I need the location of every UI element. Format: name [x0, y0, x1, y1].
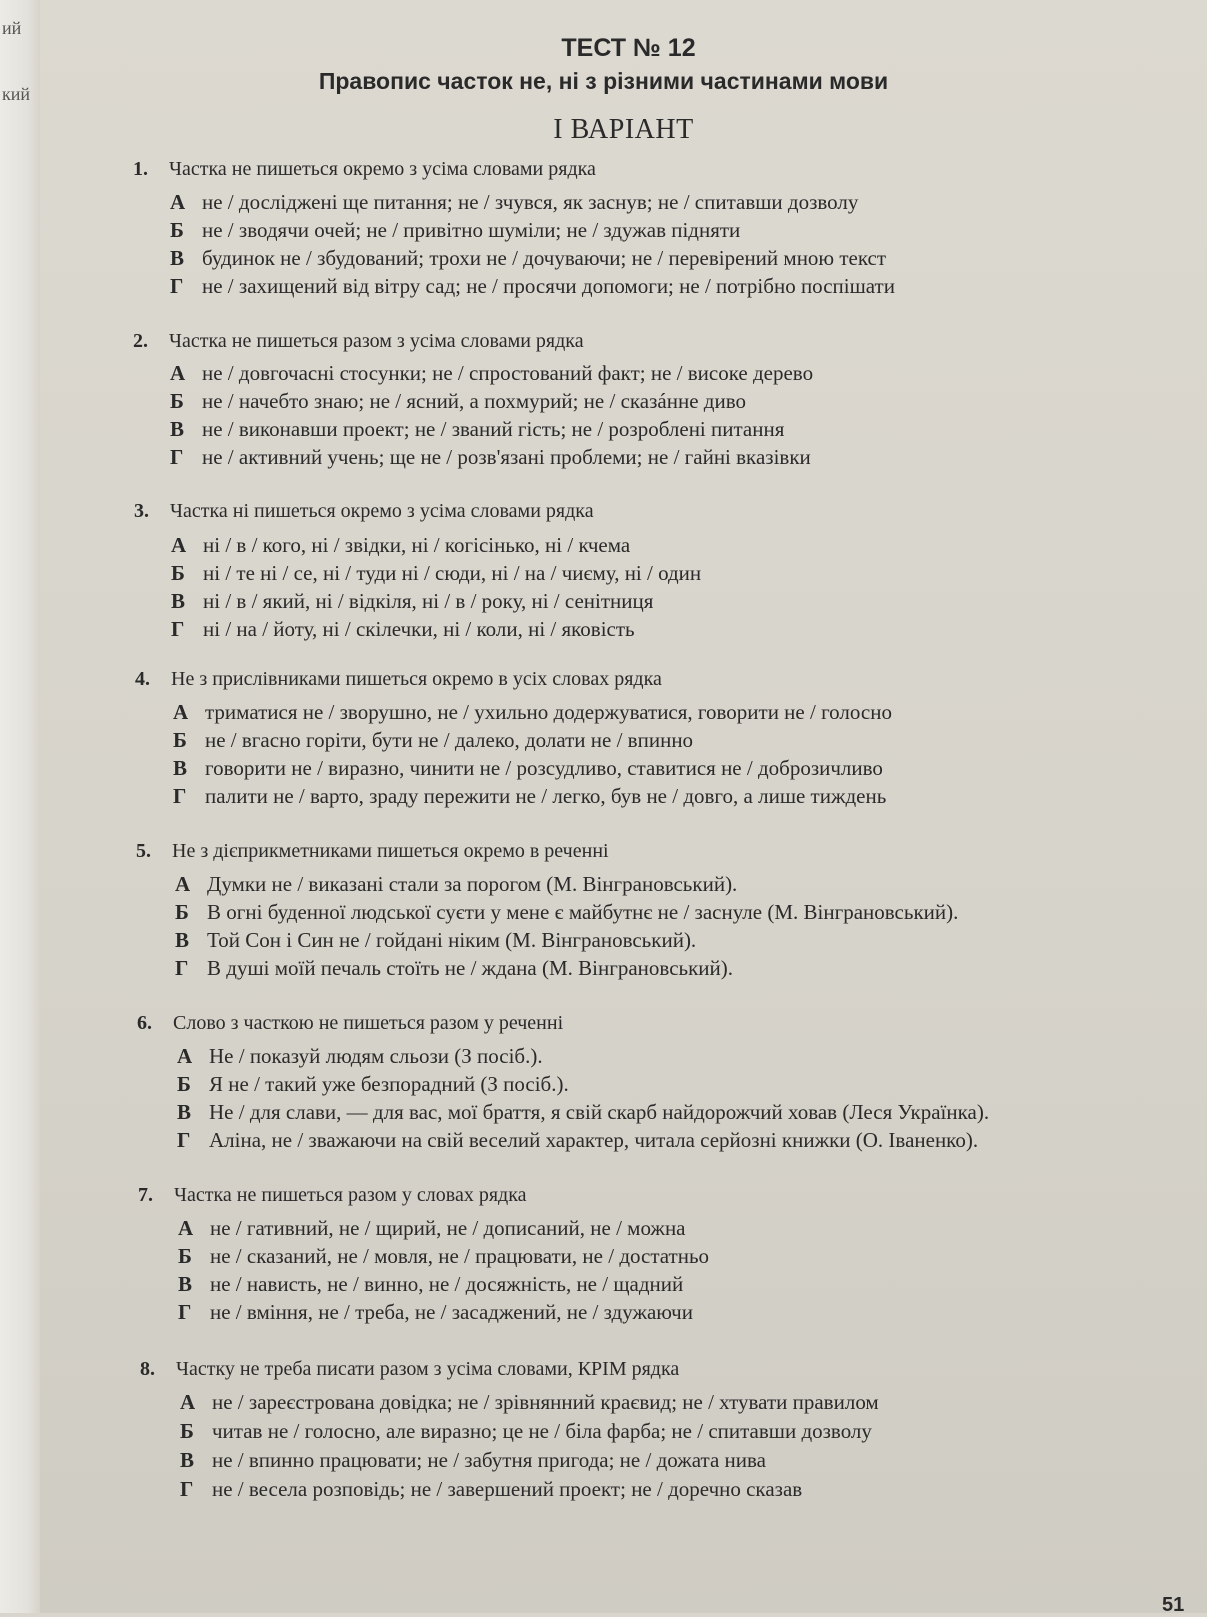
option-letter: Г	[171, 617, 185, 641]
answer-option[interactable]	[178, 1244, 709, 1269]
answer-option[interactable]	[180, 1477, 802, 1502]
question-text: Частка не пишеться разом у словах рядка	[174, 1184, 527, 1206]
question-stem	[135, 668, 662, 691]
option-text: не / вміння, не / треба, не / засаджений, не / здужаючи	[210, 1300, 693, 1324]
question-number: 8.	[140, 1358, 155, 1380]
test-title: ТЕСТ № 12	[561, 34, 696, 62]
answer-option[interactable]	[170, 218, 740, 243]
option-text: не / довгочасні стосунки; не / спростований факт; не / високе дерево	[202, 361, 814, 385]
edge-fragment: ий	[2, 18, 22, 38]
question-text: Не з дієприкметниками пишеться окремо в реченні	[172, 840, 609, 862]
answer-option[interactable]	[173, 756, 883, 781]
option-letter: В	[175, 928, 190, 952]
option-text: не / нависть, не / винно, не / досяжність, не / щадний	[210, 1272, 684, 1296]
option-text: ні / в / кого, ні / звідки, ні / когісінько, ні / кчема	[203, 533, 631, 557]
answer-option[interactable]	[170, 445, 811, 470]
question-number: 3.	[134, 500, 149, 522]
option-text: говорити не / виразно, чинити не / розсудливо, ставитися не / доброзичливо	[205, 756, 883, 780]
question-number: 4.	[135, 668, 150, 690]
answer-option[interactable]	[171, 589, 653, 614]
option-text: не / виконавши проект; не / званий гість; не / розроблені питання	[202, 417, 785, 441]
answer-option[interactable]	[171, 617, 635, 642]
option-text: триматися не / зворушно, не / ухильно додержуватися, говорити не / голосно	[205, 700, 892, 724]
option-letter: Б	[170, 389, 184, 413]
option-letter: В	[180, 1448, 195, 1472]
option-text: В огні буденної людської суєти у мене є майбутнє не / заснуле (М. Вінграновський).	[207, 900, 959, 924]
option-letter: А	[180, 1390, 196, 1414]
question-text: Слово з часткою не пишеться разом у реченні	[173, 1012, 564, 1034]
option-letter: В	[177, 1100, 192, 1124]
option-letter: А	[173, 700, 189, 724]
answer-option[interactable]	[171, 533, 630, 558]
answer-option[interactable]	[177, 1128, 978, 1153]
question-text: Частка ні пишеться окремо з усіма словами рядка	[170, 500, 594, 522]
question-stem	[134, 500, 594, 523]
option-text: не / начебто знаю; не / ясний, а похмурий; не / сказáнне диво	[202, 389, 746, 413]
answer-option[interactable]	[171, 561, 701, 586]
question-text: Частка не пишеться окремо з усіма словами рядка	[169, 158, 596, 180]
option-text: Я не / такий уже безпорадний (З посіб.).	[209, 1072, 569, 1096]
answer-option[interactable]	[177, 1072, 569, 1097]
answer-option[interactable]	[170, 274, 895, 299]
question-stem	[140, 1358, 679, 1381]
answer-option[interactable]	[178, 1216, 686, 1241]
question-text: Частку не треба писати разом з усіма словами, КРІМ рядка	[176, 1358, 680, 1380]
question-stem	[138, 1184, 527, 1207]
option-letter: Г	[180, 1477, 194, 1501]
option-letter: Г	[178, 1300, 192, 1324]
option-letter: Б	[175, 900, 189, 924]
option-text: не / досліджені ще питання; не / зчувся, як заснув; не / спитавши дозволу	[202, 190, 859, 214]
option-letter: В	[171, 589, 186, 613]
option-text: Аліна, не / зважаючи на свій веселий характер, читала серйозні книжки (О. Іваненко).	[209, 1128, 979, 1152]
option-letter: А	[177, 1044, 193, 1068]
option-text: Думки не / виказані стали за порогом (М. Вінграновський).	[207, 872, 738, 896]
option-text: не / гативний, не / щирий, не / дописаний, не / можна	[210, 1216, 686, 1240]
option-text: Не / для слави, — для вас, мої браття, я свій скарб найдорожчий ховав (Леся Українка).	[209, 1100, 990, 1124]
option-letter: А	[175, 872, 191, 896]
question-number: 2.	[133, 330, 148, 352]
option-text: не / впинно працювати; не / забутня пригода; не / дожата нива	[212, 1448, 766, 1472]
option-letter: А	[170, 190, 186, 214]
option-text: палити не / варто, зраду пережити не / легко, був не / довго, а лише тиждень	[205, 784, 887, 808]
answer-option[interactable]	[170, 190, 858, 215]
answer-option[interactable]	[177, 1044, 543, 1069]
variant-title: І ВАРІАНТ	[553, 114, 694, 145]
option-text: ні / на / йоту, ні / скілечки, ні / коли, ні / яковість	[203, 617, 635, 641]
option-text: В душі моїй печаль стоїть не / ждана (М. Вінграновський).	[207, 956, 734, 980]
test-subtitle: Правопис часток не, ні з різними частинами мови	[318, 68, 889, 94]
question-stem	[133, 330, 584, 353]
option-letter: Б	[173, 728, 187, 752]
answer-option[interactable]	[175, 928, 696, 953]
answer-option[interactable]	[173, 784, 886, 809]
question-number: 7.	[138, 1184, 153, 1206]
option-text: не / активний учень; ще не / розв'язані проблеми; не / гайні вказівки	[202, 445, 811, 469]
answer-option[interactable]	[175, 900, 958, 925]
answer-option[interactable]	[175, 956, 733, 981]
left-page-edge	[0, 0, 40, 1613]
answer-option[interactable]	[175, 872, 737, 897]
answer-option[interactable]	[177, 1100, 989, 1125]
question-text: Не з прислівниками пишеться окремо в усіх словах рядка	[171, 668, 662, 690]
answer-option[interactable]	[173, 700, 892, 725]
option-letter: Г	[177, 1128, 191, 1152]
question-stem	[137, 1012, 563, 1035]
answer-option[interactable]	[180, 1448, 766, 1473]
answer-option[interactable]	[178, 1300, 693, 1325]
question-number: 6.	[137, 1012, 152, 1034]
answer-option[interactable]	[170, 417, 784, 442]
option-text: не / зареєстрована довідка; не / зрівнянний краєвид; не / хтувати правилом	[212, 1390, 879, 1414]
option-text: Той Сон і Син не / гойдані ніким (М. Вінграновський).	[207, 928, 697, 952]
option-letter: В	[178, 1272, 193, 1296]
option-text: читав не / голосно, але виразно; це не / біла фарба; не / спитавши дозволу	[212, 1419, 872, 1443]
option-letter: Г	[173, 784, 187, 808]
answer-option[interactable]	[180, 1390, 879, 1415]
option-text: не / сказаний, не / мовля, не / працювати, не / достатньо	[210, 1244, 710, 1268]
option-letter: Г	[175, 956, 189, 980]
option-text: не / весела розповідь; не / завершений проект; не / доречно сказав	[212, 1477, 803, 1501]
option-text: Не / показуй людям сльози (З посіб.).	[209, 1044, 543, 1068]
question-text: Частка не пишеться разом з усіма словами рядка	[169, 330, 584, 352]
option-letter: В	[170, 246, 185, 270]
answer-option[interactable]	[178, 1272, 683, 1297]
option-letter: А	[170, 361, 186, 385]
answer-option[interactable]	[170, 389, 746, 414]
option-letter: Б	[171, 561, 185, 585]
option-text: ні / в / який, ні / відкіля, ні / в / року, ні / сенітниця	[203, 589, 654, 613]
option-letter: А	[178, 1216, 194, 1240]
option-text: будинок не / збудований; трохи не / дочуваючи; не / перевірений мною текст	[202, 246, 887, 270]
option-letter: В	[173, 756, 188, 780]
option-letter: Б	[170, 218, 184, 242]
option-letter: Б	[180, 1419, 194, 1443]
option-letter: Г	[170, 445, 184, 469]
answer-option[interactable]	[170, 246, 886, 271]
option-letter: Б	[178, 1244, 192, 1268]
answer-option[interactable]	[173, 728, 693, 753]
question-number: 1.	[133, 158, 148, 180]
answer-option[interactable]	[170, 361, 813, 386]
option-letter: А	[171, 533, 187, 557]
option-letter: Б	[177, 1072, 191, 1096]
question-number: 5.	[136, 840, 151, 862]
option-text: не / захищений від вітру сад; не / просячи допомоги; не / потрібно поспішати	[202, 274, 895, 298]
edge-fragment: кий	[2, 84, 31, 104]
option-text: не / вгасно горіти, бути не / далеко, долати не / впинно	[205, 728, 694, 752]
page-number: 51	[1162, 1594, 1185, 1616]
option-text: не / зводячи очей; не / привітно шуміли; не / здужав підняти	[202, 218, 741, 242]
question-stem	[133, 158, 596, 181]
option-letter: Г	[170, 274, 184, 298]
option-text: ні / те ні / се, ні / туди ні / сюди, ні / на / чиєму, ні / один	[203, 561, 702, 585]
question-stem	[136, 840, 609, 863]
answer-option[interactable]	[180, 1419, 872, 1444]
bleed-through-text	[1050, 30, 1207, 1590]
option-letter: В	[170, 417, 185, 441]
